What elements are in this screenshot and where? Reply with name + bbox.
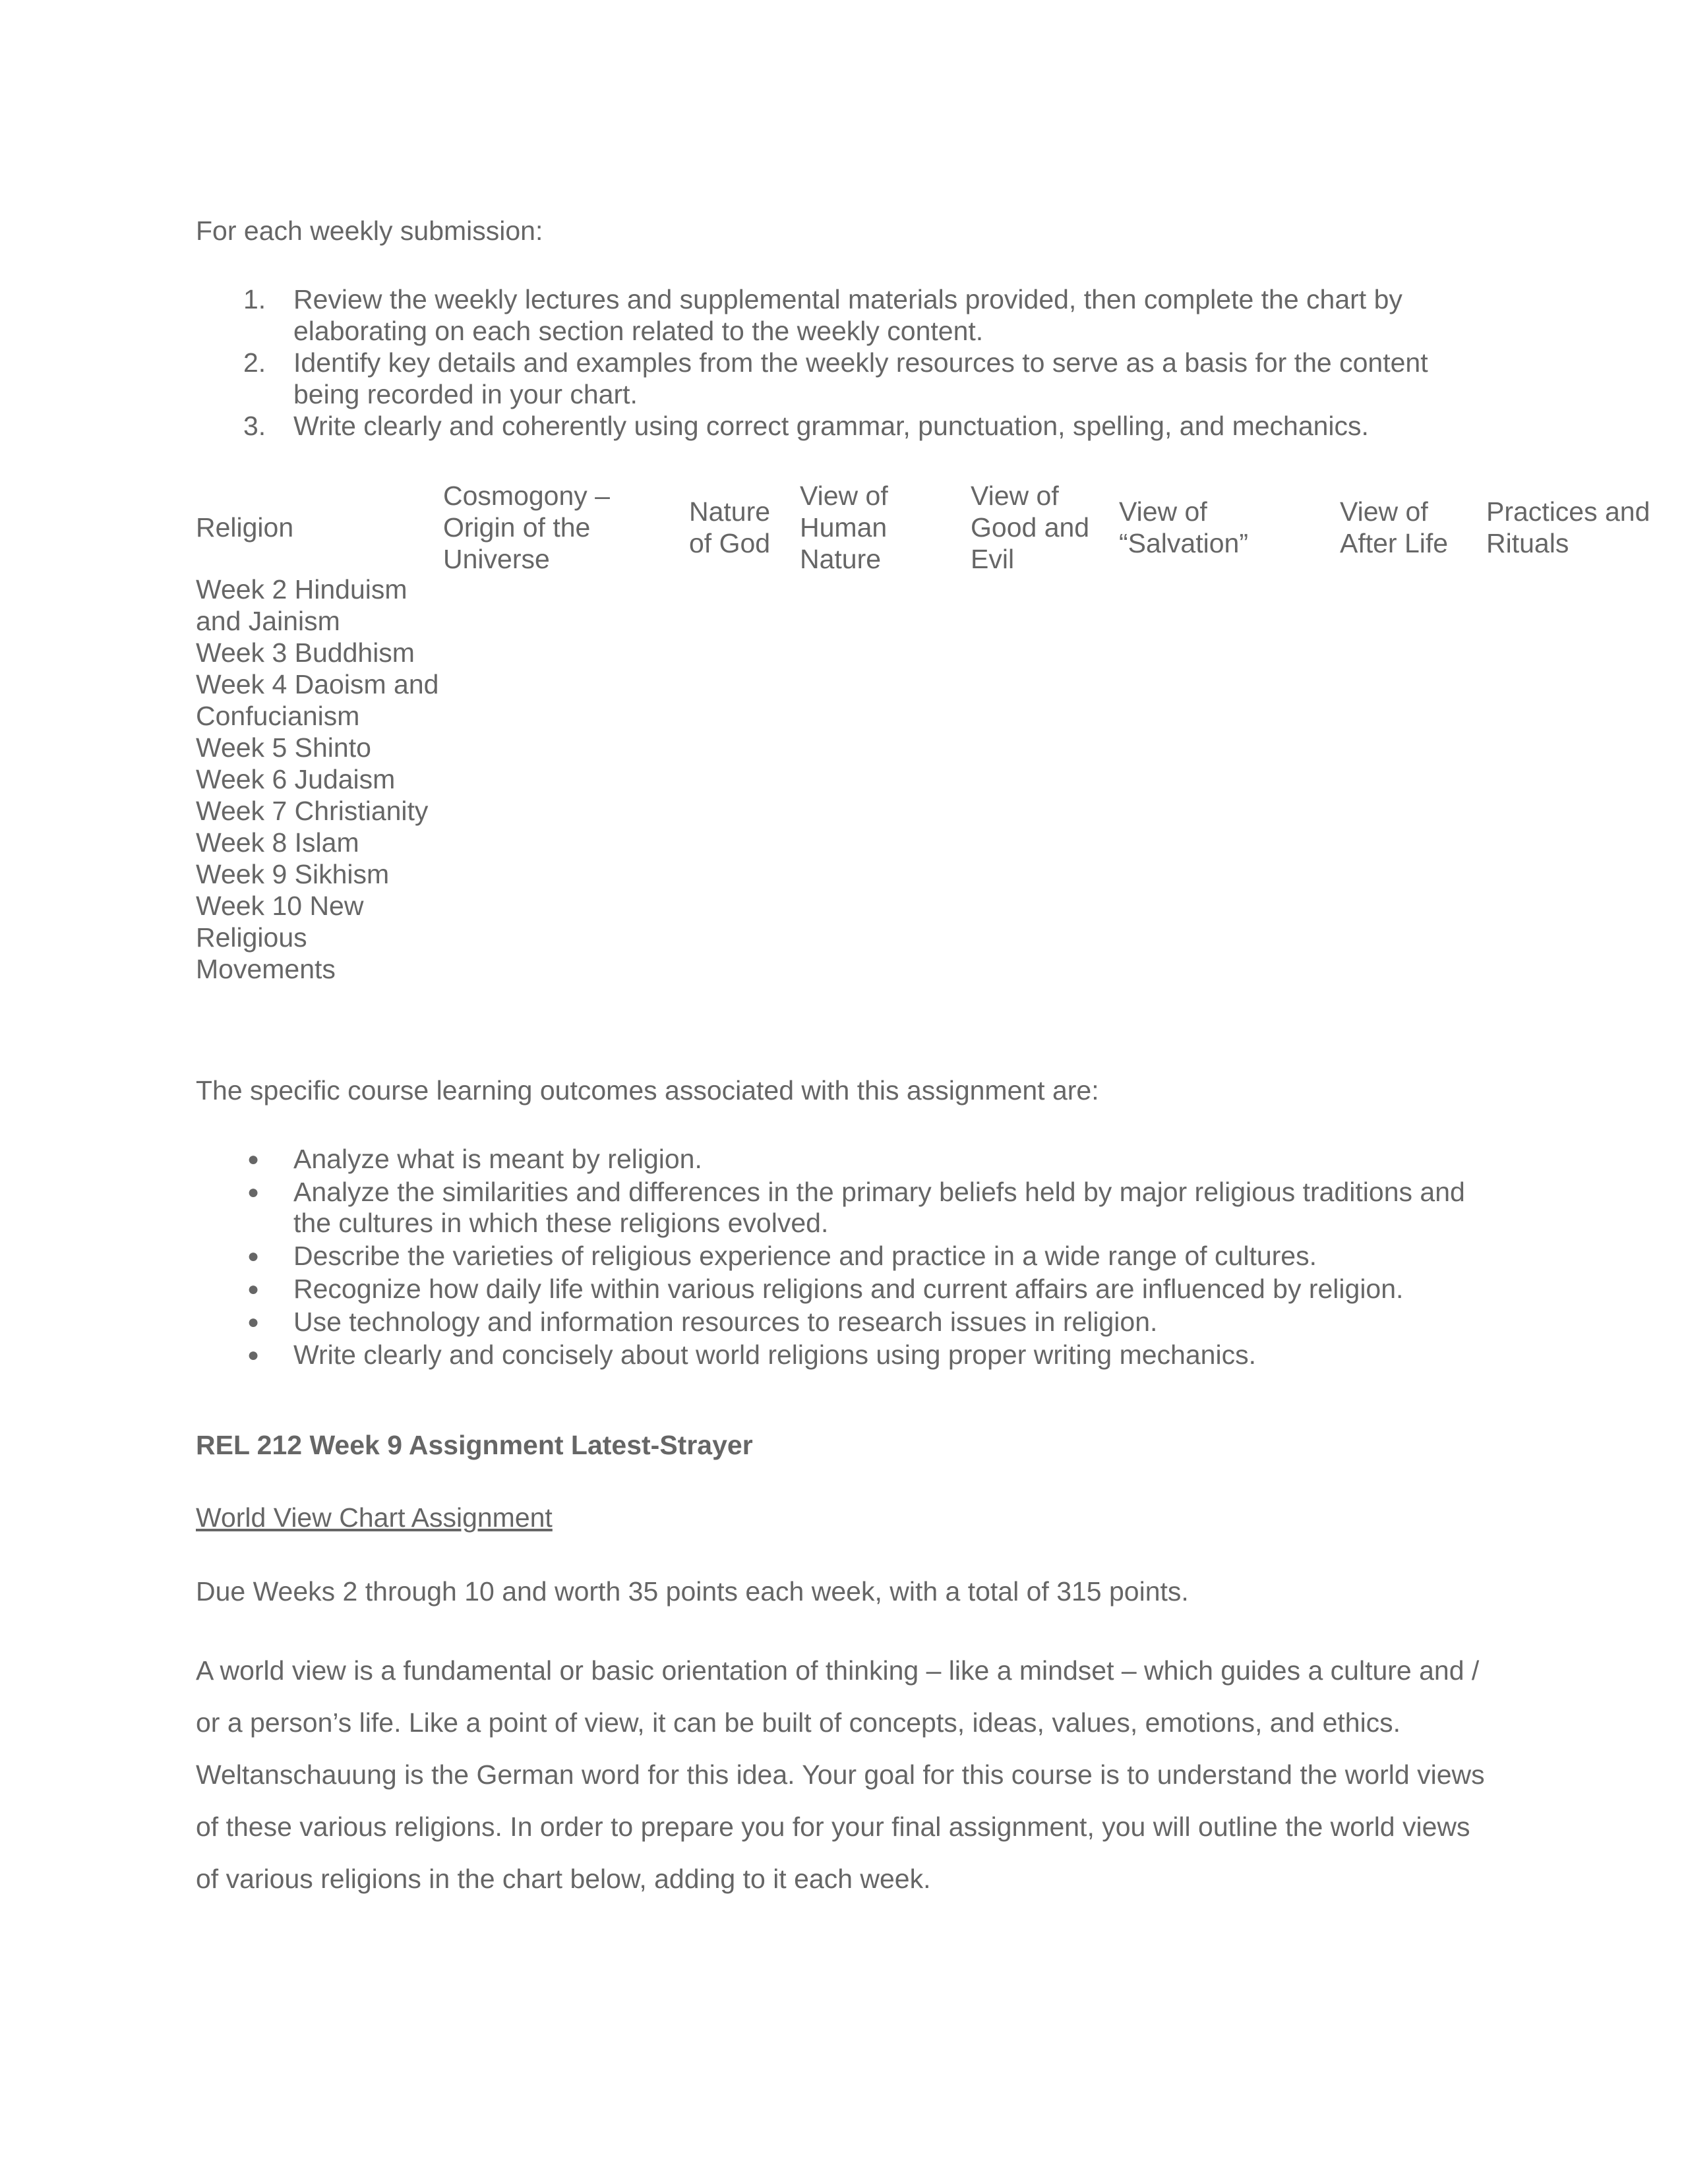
list-item (196, 283, 1487, 347)
list-item (196, 1144, 1487, 1175)
table-row: Week 10 New Religious Movements (196, 891, 364, 984)
list-item-text: Review the weekly lectures and supplemental materials provided, then complete the chart by elaborating on each section related to the weekly content. (293, 284, 1402, 346)
list-number: 2. (243, 347, 266, 378)
steps-list (196, 283, 1488, 442)
world-view-chart-header (196, 480, 1673, 579)
table-row: Week 2 Hinduism and Jainism (196, 574, 407, 636)
world-view-paragraph: A world view is a fundamental or basic orientation of thinking – like a mindset – which guides a culture and / or a person’s life. Like a point of view, it can be built of concepts, ideas, values, emotions, and ethics. Weltanschauung is the German word for this idea. Your goal for this course is to understand the world views of these various religions. In order to prepare you for your final assignment, you will outline the world views of various religions in the chart below, adding to it each week. (196, 1655, 1485, 1894)
list-item-text: Write clearly and coherently using correct grammar, punctuation, spelling, and mechanics. (293, 411, 1369, 441)
table-row: Week 4 Daoism and Confucianism (196, 669, 439, 731)
list-item (196, 1307, 1487, 1338)
due-text: Due Weeks 2 through 10 and worth 35 points each week, with a total of 315 points. (196, 1576, 1189, 1607)
table-row: Week 5 Shinto (196, 732, 371, 763)
list-item-text: Describe the varieties of religious experience and practice in a wide range of cultures. (293, 1241, 1317, 1271)
bullet-icon: ● (247, 1344, 260, 1366)
bullet-icon: ● (247, 1148, 260, 1170)
list-item-text: Analyze what is meant by religion. (293, 1144, 702, 1174)
list-item (196, 1274, 1487, 1305)
header-practices-rituals: Practices and Rituals (1486, 496, 1650, 558)
table-row: Week 6 Judaism (196, 764, 396, 794)
list-item-text: Write clearly and concisely about world religions using proper writing mechanics. (293, 1340, 1256, 1370)
header-human-nature: View of Human Nature (800, 481, 888, 574)
list-item (196, 1340, 1487, 1371)
list-number: 3. (243, 411, 266, 441)
table-row: Week 9 Sikhism (196, 859, 390, 889)
intro-text: For each weekly submission: (196, 216, 543, 246)
header-salvation: View of “Salvation” (1119, 496, 1248, 558)
assignment-heading: REL 212 Week 9 Assignment Latest-Strayer (196, 1430, 753, 1460)
bullet-icon: ● (247, 1181, 260, 1203)
bullet-icon: ● (247, 1245, 260, 1267)
table-row: Week 8 Islam (196, 827, 359, 858)
list-item (196, 347, 1487, 410)
list-number: 1. (243, 284, 266, 314)
header-nature-of-god: Nature of God (689, 496, 771, 558)
list-item-text: Recognize how daily life within various religions and current affairs are influenced by religion. (293, 1274, 1404, 1304)
outcomes-list (196, 1144, 1488, 1372)
header-religion: Religion (196, 512, 294, 543)
assignment-subheading: World View Chart Assignment (196, 1502, 553, 1533)
religion-rows (196, 574, 453, 985)
table-row: Week 7 Christianity (196, 796, 429, 826)
list-item (196, 410, 1487, 442)
bullet-icon: ● (247, 1311, 260, 1333)
document-page (196, 0, 1673, 2184)
list-item (196, 1241, 1487, 1272)
list-item-text: Use technology and information resources to research issues in religion. (293, 1307, 1158, 1337)
list-item (196, 1177, 1487, 1239)
header-after-life: View of After Life (1340, 496, 1449, 558)
outcomes-intro: The specific course learning outcomes associated with this assignment are: (196, 1075, 1099, 1106)
header-cosmogony: Cosmogony – Origin of the Universe (443, 481, 610, 574)
header-good-and-evil: View of Good and Evil (971, 481, 1090, 574)
list-item-text: Analyze the similarities and differences in the primary beliefs held by major religious traditions and the cultures in which these religions evolved. (293, 1177, 1465, 1238)
list-item-text: Identify key details and examples from the weekly resources to serve as a basis for the content being recorded in your chart. (293, 347, 1428, 409)
table-row: Week 3 Buddhism (196, 637, 415, 668)
bullet-icon: ● (247, 1278, 260, 1300)
